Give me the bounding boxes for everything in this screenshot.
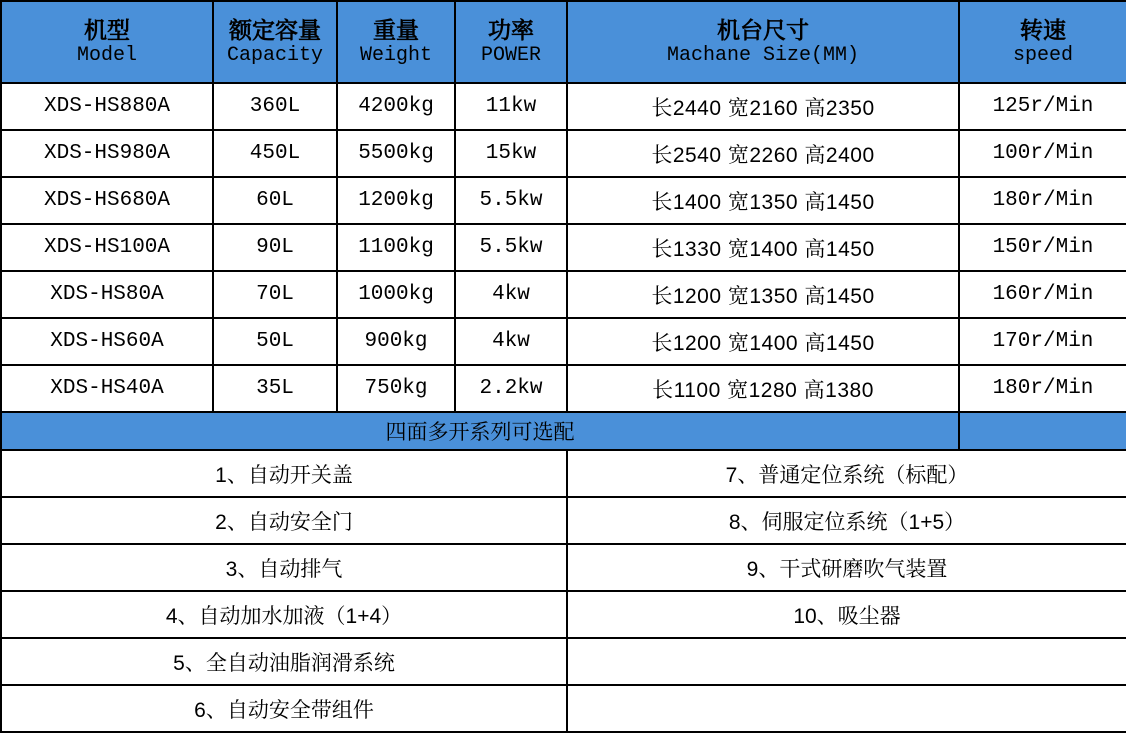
header-cell-speed — [959, 1, 1126, 83]
cell-speed: 180r/Min — [959, 365, 1126, 412]
cell-power: 15kw — [455, 130, 567, 177]
header-cn-size: 机台尺寸 — [717, 16, 809, 43]
header-en-model: Model — [76, 43, 137, 67]
header-en-speed: speed — [1012, 43, 1073, 67]
option-left: 1、自动开关盖 — [1, 450, 567, 497]
cell-size: 长1100 宽1280 高1380 — [567, 365, 959, 412]
cell-power: 4kw — [455, 271, 567, 318]
cell-weight: 1100kg — [337, 224, 455, 271]
cell-capacity: 360L — [213, 83, 337, 130]
table-row — [1, 224, 1126, 271]
cell-size: 长2440 宽2160 高2350 — [567, 83, 959, 130]
cell-size: 长1200 宽1350 高1450 — [567, 271, 959, 318]
cell-capacity: 35L — [213, 365, 337, 412]
options-banner-row — [1, 412, 1126, 450]
header-cn-model: 机型 — [84, 16, 130, 43]
table-row — [1, 271, 1126, 318]
option-right — [567, 638, 1126, 685]
cell-model: XDS-HS40A — [1, 365, 213, 412]
header-cell-size — [567, 1, 959, 83]
options-banner-spacer — [959, 412, 1126, 450]
header-cell-power — [455, 1, 567, 83]
table-row — [1, 177, 1126, 224]
cell-weight: 750kg — [337, 365, 455, 412]
cell-speed: 170r/Min — [959, 318, 1126, 365]
option-left: 3、自动排气 — [1, 544, 567, 591]
option-left: 4、自动加水加液（1+4） — [1, 591, 567, 638]
cell-size: 长1330 宽1400 高1450 — [567, 224, 959, 271]
cell-model: XDS-HS680A — [1, 177, 213, 224]
header-en-size: Machane Size(MM) — [666, 43, 860, 67]
cell-speed: 100r/Min — [959, 130, 1126, 177]
cell-weight: 900kg — [337, 318, 455, 365]
option-right: 9、干式研磨吹气装置 — [567, 544, 1126, 591]
cell-power: 5.5kw — [455, 177, 567, 224]
table-header-row — [1, 1, 1126, 83]
cell-speed: 125r/Min — [959, 83, 1126, 130]
cell-speed: 150r/Min — [959, 224, 1126, 271]
header-cn-capacity: 额定容量 — [229, 16, 321, 43]
cell-model: XDS-HS880A — [1, 83, 213, 130]
cell-size: 长1400 宽1350 高1450 — [567, 177, 959, 224]
cell-capacity: 90L — [213, 224, 337, 271]
option-right — [567, 685, 1126, 732]
option-left: 5、全自动油脂润滑系统 — [1, 638, 567, 685]
header-cell-weight — [337, 1, 455, 83]
table-row — [1, 318, 1126, 365]
header-cell-model — [1, 1, 213, 83]
header-cn-weight: 重量 — [373, 16, 419, 43]
table-row — [1, 365, 1126, 412]
cell-power: 11kw — [455, 83, 567, 130]
header-en-weight: Weight — [359, 43, 432, 67]
option-right: 8、伺服定位系统（1+5） — [567, 497, 1126, 544]
cell-size: 长1200 宽1400 高1450 — [567, 318, 959, 365]
option-row — [1, 591, 1126, 638]
cell-speed: 160r/Min — [959, 271, 1126, 318]
option-row — [1, 497, 1126, 544]
cell-capacity: 70L — [213, 271, 337, 318]
cell-model: XDS-HS980A — [1, 130, 213, 177]
option-row — [1, 638, 1126, 685]
cell-weight: 5500kg — [337, 130, 455, 177]
cell-capacity: 450L — [213, 130, 337, 177]
cell-weight: 4200kg — [337, 83, 455, 130]
header-cell-capacity — [213, 1, 337, 83]
option-left: 2、自动安全门 — [1, 497, 567, 544]
cell-capacity: 50L — [213, 318, 337, 365]
cell-weight: 1200kg — [337, 177, 455, 224]
option-row — [1, 450, 1126, 497]
option-row — [1, 685, 1126, 732]
cell-power: 5.5kw — [455, 224, 567, 271]
cell-power: 4kw — [455, 318, 567, 365]
options-banner: 四面多开系列可选配 — [1, 412, 959, 450]
header-en-capacity: Capacity — [226, 43, 323, 67]
option-row — [1, 544, 1126, 591]
table-row — [1, 83, 1126, 130]
cell-model: XDS-HS80A — [1, 271, 213, 318]
header-cn-speed: 转速 — [1020, 16, 1066, 43]
header-en-power: POWER — [480, 43, 541, 67]
cell-capacity: 60L — [213, 177, 337, 224]
cell-model: XDS-HS100A — [1, 224, 213, 271]
cell-speed: 180r/Min — [959, 177, 1126, 224]
option-right: 7、普通定位系统（标配） — [567, 450, 1126, 497]
cell-power: 2.2kw — [455, 365, 567, 412]
table-row — [1, 130, 1126, 177]
option-right: 10、吸尘器 — [567, 591, 1126, 638]
option-left: 6、自动安全带组件 — [1, 685, 567, 732]
cell-weight: 1000kg — [337, 271, 455, 318]
header-cn-power: 功率 — [488, 16, 534, 43]
cell-size: 长2540 宽2260 高2400 — [567, 130, 959, 177]
cell-model: XDS-HS60A — [1, 318, 213, 365]
